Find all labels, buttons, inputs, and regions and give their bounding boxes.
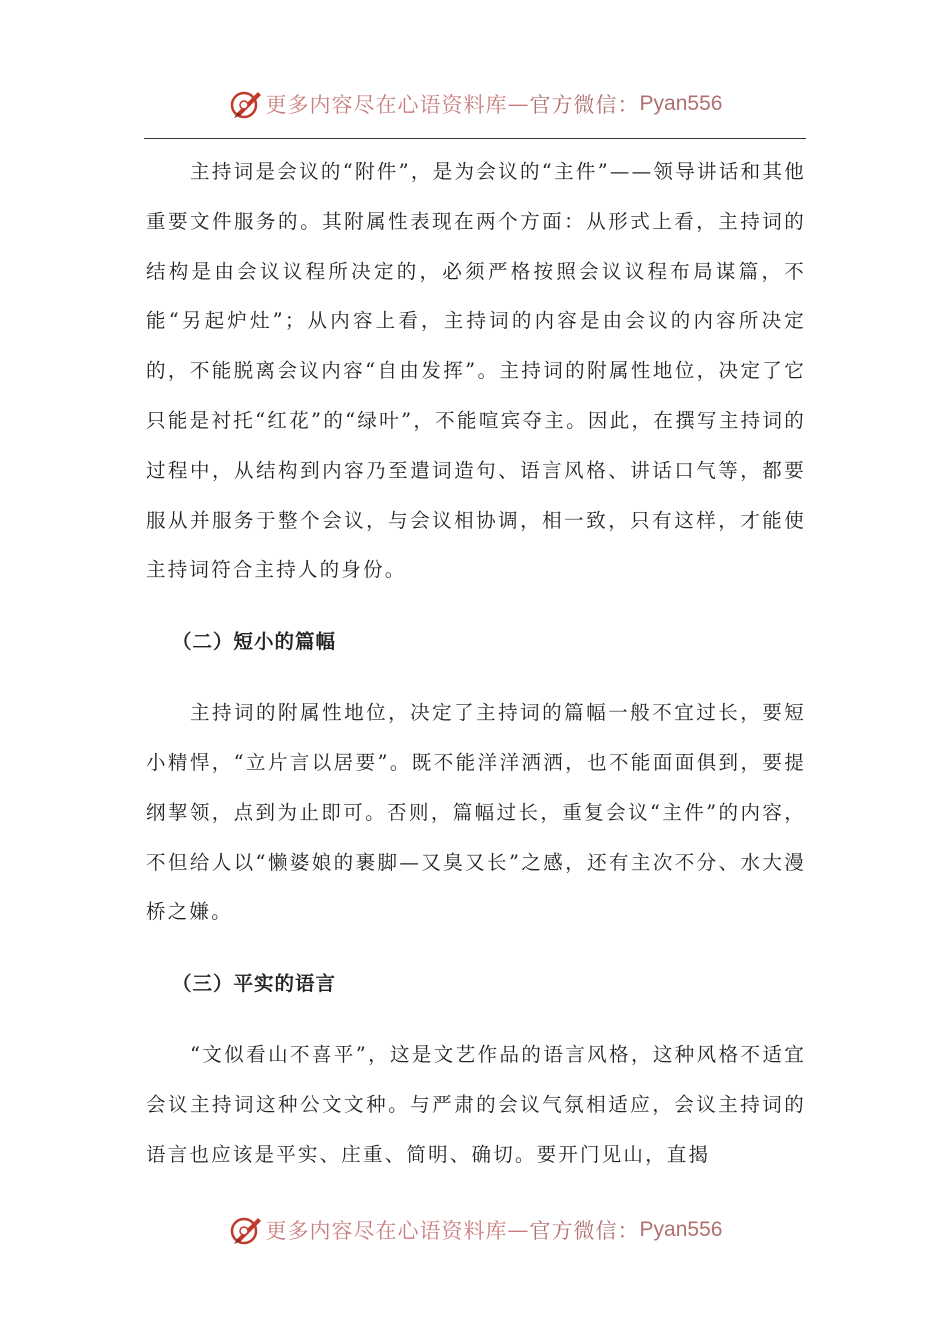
section-heading-3: （三）平实的语言 bbox=[172, 972, 337, 996]
footer-promo: 更多内容尽在心语资料库 bbox=[265, 1219, 508, 1243]
footer-wechat-id: Pyan556 bbox=[639, 1218, 723, 1241]
header-rule bbox=[144, 138, 806, 139]
footer-dash: — bbox=[507, 1218, 530, 1242]
header-banner bbox=[0, 84, 950, 124]
paragraph-1: 主持词是会议的“附件”，是为会议的“主件”——领导讲话和其他重要文件服务的。其附属性表现在两个方面：从形式上看，主持词的结构是由会议议程所决定的，必须严格按照会议议程布局谋篇，不能“另起炉灶”；从内容上看，主持词的内容是由会议的内容所决定的，不能脱离会议内容“自由发挥”。主持词的附属性地位，决定了它只能是衬托“红花”的“绿叶”，不能喧宾夺主。因此，在撰写主持词的过程中，从结构到内容乃至遣词造句、语言风格、讲话口气等，都要服从并服务于整个会议，与会议相协调，相一致，只有这样，才能使主持词符合主持人的身份。 bbox=[146, 160, 806, 582]
paragraph-2: 主持词的附属性地位，决定了主持词的篇幅一般不宜过长，要短小精悍，“立片言以居要”。既不能洋洋洒洒，也不能面面俱到，要提纲挈领，点到为止即可。否则，篇幅过长，重复会议“主件”的内容，不但给人以“懒婆娘的裹脚—又臭又长”之感，还有主次不分、水大漫桥之嫌。 bbox=[146, 701, 806, 924]
quill-logo-icon bbox=[228, 86, 264, 122]
header-dash: — bbox=[507, 92, 530, 116]
header-promo: 更多内容尽在心语资料库 bbox=[265, 93, 508, 117]
header-wechat-id: Pyan556 bbox=[639, 92, 723, 115]
footer-wechat-label: 官方微信： bbox=[529, 1219, 640, 1243]
paragraph-3: “文似看山不喜平”，这是文艺作品的语言风格，这种风格不适宜会议主持词这种公文文种。与严肃的会议气氛相适应，会议主持词的语言也应该是平实、庄重、简明、确切。要开门见山，直揭 bbox=[146, 1043, 806, 1166]
document-body bbox=[146, 147, 806, 1180]
section-heading-2: （二）短小的篇幅 bbox=[172, 630, 337, 654]
quill-logo-icon bbox=[228, 1212, 264, 1248]
header-wechat-label: 官方微信： bbox=[529, 93, 640, 117]
footer-banner bbox=[0, 1210, 950, 1250]
